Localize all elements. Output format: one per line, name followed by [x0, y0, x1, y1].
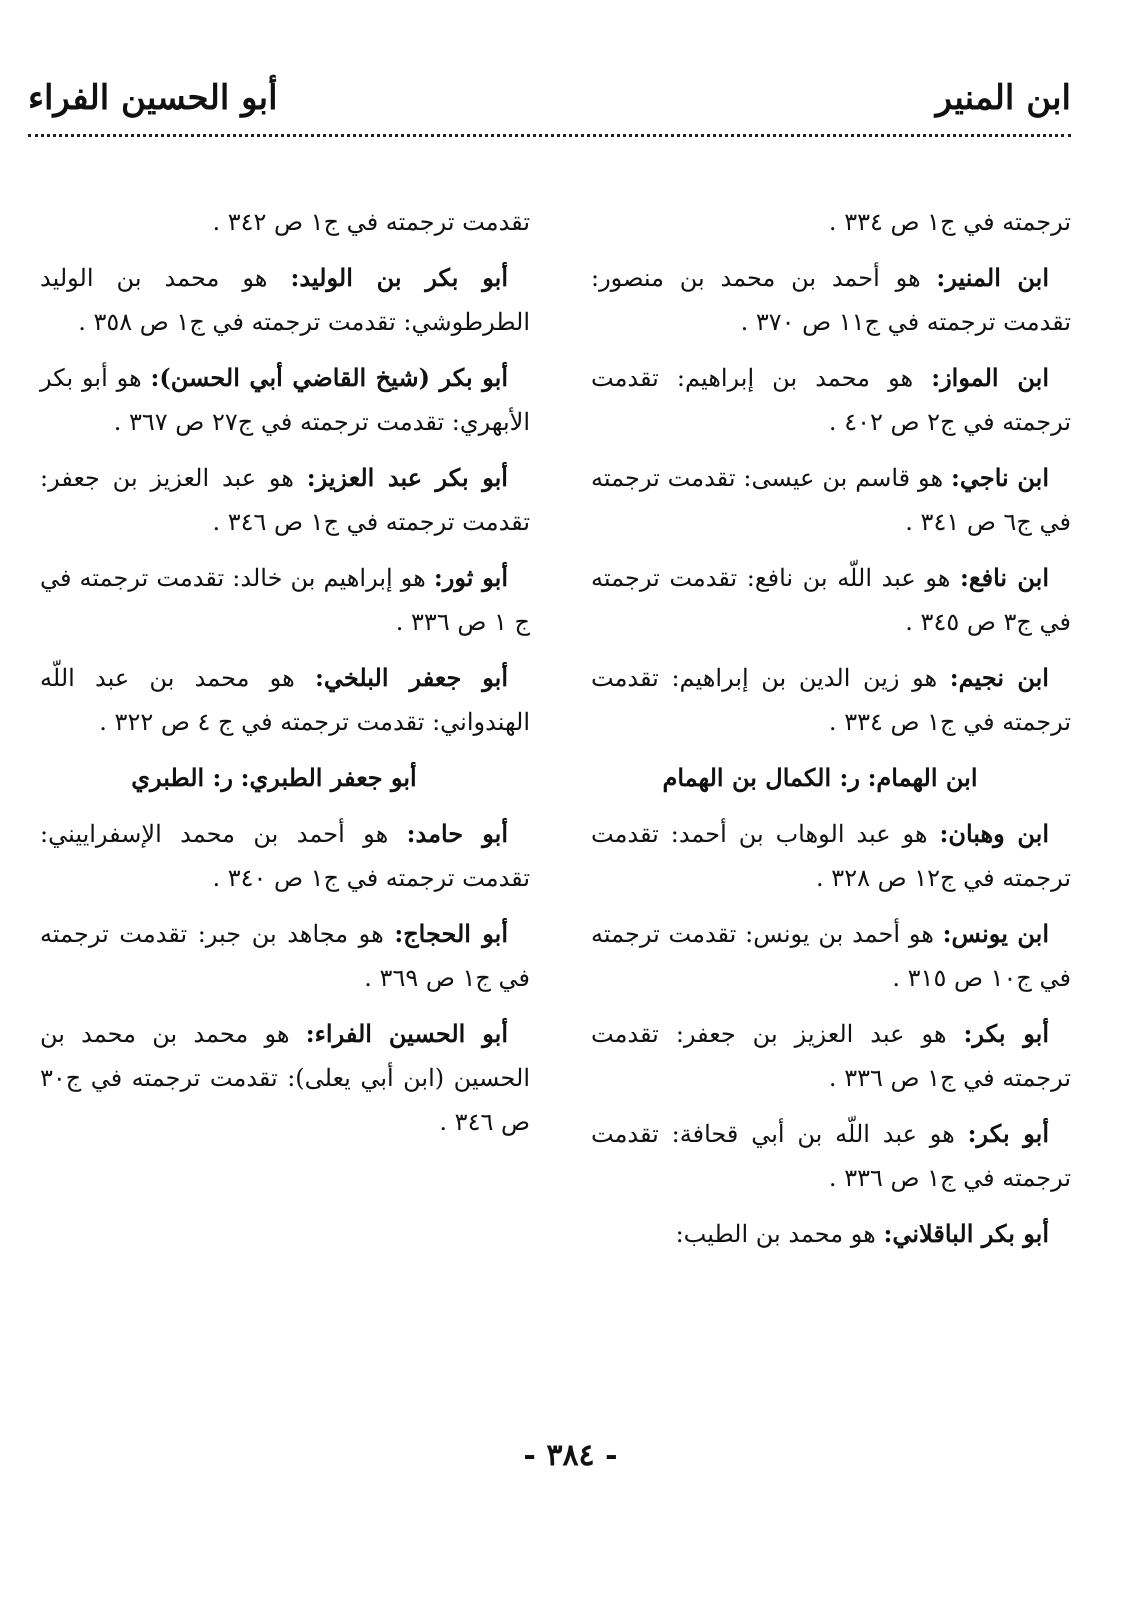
continuation-text: تقدمت ترجمته في ج١ ص ٣٤٢ . [212, 208, 530, 236]
entry-text: هو زين الدين بن إبراهيم: تقدمت ترجمته في ج١ ص ٣٣٤ . [591, 664, 1071, 736]
dotted-rule [28, 134, 1071, 137]
entry-name: أبو بكر بن الوليد: [290, 263, 508, 292]
entry [591, 656, 1071, 744]
entry [40, 756, 530, 800]
entry-name: ابن نافع: [959, 563, 1049, 592]
entry-name: ابن وهبان: [939, 819, 1049, 848]
entry-text: هو أحمد بن محمد الإسفراييني: تقدمت ترجمته في ج١ ص ٣٤٠ . [40, 820, 530, 892]
entry [591, 1112, 1071, 1200]
entry [591, 812, 1071, 900]
entry-text: هو عبد اللّه بن أبي قحافة: تقدمت ترجمته في ج١ ص ٣٣٦ . [591, 1120, 1071, 1192]
entry-name: ابن المواز: [931, 363, 1049, 392]
entry-text: هو قاسم بن عيسى: تقدمت ترجمته في ج٦ ص ٣٤١ . [591, 464, 1071, 536]
entry [591, 1012, 1071, 1100]
entry-name: أبو الحسين الفراء: [305, 1019, 508, 1048]
entry-text: هو محمد بن عبد اللّه الهندواني: تقدمت ترجمته في ج ٤ ص ٣٢٢ . [40, 664, 530, 736]
entry-name: أبو حامد: [406, 819, 509, 848]
entry-name: أبو بكر: [963, 1019, 1049, 1048]
entry-text: هو عبد العزيز بن جعفر: تقدمت ترجمته في ج١ ص ٣٣٦ . [591, 1020, 1071, 1092]
entry [591, 356, 1071, 444]
entry-name: ابن المنير: [936, 263, 1049, 292]
entry-text: هو إبراهيم بن خالد: تقدمت ترجمته في ج ١ ص ٣٣٦ . [40, 564, 530, 636]
entry-name: أبو بكر: [967, 1119, 1049, 1148]
entry [591, 456, 1071, 544]
entry-text: هو محمد بن إبراهيم: تقدمت ترجمته في ج٢ ص ٤٠٢ . [591, 364, 1071, 436]
entry [40, 656, 530, 744]
entry [591, 1212, 1071, 1256]
entry [40, 556, 530, 644]
entry-text: هو أبو بكر الأبهري: تقدمت ترجمته في ج٢٧ ص ٣٦٧ . [40, 364, 530, 436]
entry-name: أبو جعفر البلخي: [315, 663, 509, 692]
entry-text: هو محمد بن محمد بن الحسين (ابن أبي يعلى): تقدمت ترجمته في ج٣٠ ص ٣٤٦ . [40, 1020, 530, 1136]
right-column [591, 200, 1071, 1268]
entry-text: هو عبد اللّه بن نافع: تقدمت ترجمته في ج٣ ص ٣٤٥ . [591, 564, 1071, 636]
entry [40, 912, 530, 1000]
entry-text: هو عبد الوهاب بن أحمد: تقدمت ترجمته في ج١٢ ص ٣٢٨ . [591, 820, 1071, 892]
entry-name: أبو بكر الباقلاني: [883, 1219, 1049, 1248]
continuation-text: ترجمته في ج١ ص ٣٣٤ . [828, 208, 1071, 236]
entry [591, 256, 1071, 344]
entry-text: هو مجاهد بن جبر: تقدمت ترجمته في ج١ ص ٣٦٩ . [40, 920, 530, 992]
entry [591, 556, 1071, 644]
entry-name: أبو بكر عبد العزيز: [306, 463, 508, 492]
entry-text: هو محمد بن الوليد الطرطوشي: تقدمت ترجمته في ج١ ص ٣٥٨ . [40, 264, 530, 336]
running-head [28, 78, 1071, 128]
entry-text: ر: الطبري [131, 763, 234, 792]
entry [40, 356, 530, 444]
entry-name: أبو ثور: [433, 563, 509, 592]
entry-name: ابن نجيم: [949, 663, 1049, 692]
page-number: - ٣٨٤ - [523, 1438, 618, 1473]
entry-name: أبو الحجاج: [394, 919, 508, 948]
running-head-left: أبو الحسين الفراء [28, 78, 278, 118]
entry-name: أبو بكر (شيخ القاضي أبي الحسن): [150, 363, 508, 392]
entry [591, 756, 1071, 800]
entry-name: ابن يونس: [942, 919, 1049, 948]
entry [40, 256, 530, 344]
running-head-right: ابن المنير [935, 78, 1071, 118]
entry-text: هو أحمد بن محمد بن منصور: تقدمت ترجمته في ج١١ ص ٣٧٠ . [591, 264, 1071, 336]
entry-text: هو أحمد بن يونس: تقدمت ترجمته في ج١٠ ص ٣١٥ . [591, 920, 1071, 992]
entry [40, 1012, 530, 1144]
left-column [40, 200, 530, 1156]
entry [40, 456, 530, 544]
entry-text: هو محمد بن الطيب: [675, 1220, 876, 1248]
entry [40, 812, 530, 900]
entry-name: ابن الهمام: [867, 763, 978, 792]
entry [591, 912, 1071, 1000]
entry-text: هو عبد العزيز بن جعفر: تقدمت ترجمته في ج١ ص ٣٤٦ . [40, 464, 530, 536]
entry-name: أبو جعفر الطبري: [240, 763, 417, 792]
entry-text: ر: الكمال بن الهمام [662, 763, 860, 792]
entry-name: ابن ناجي: [951, 463, 1049, 492]
